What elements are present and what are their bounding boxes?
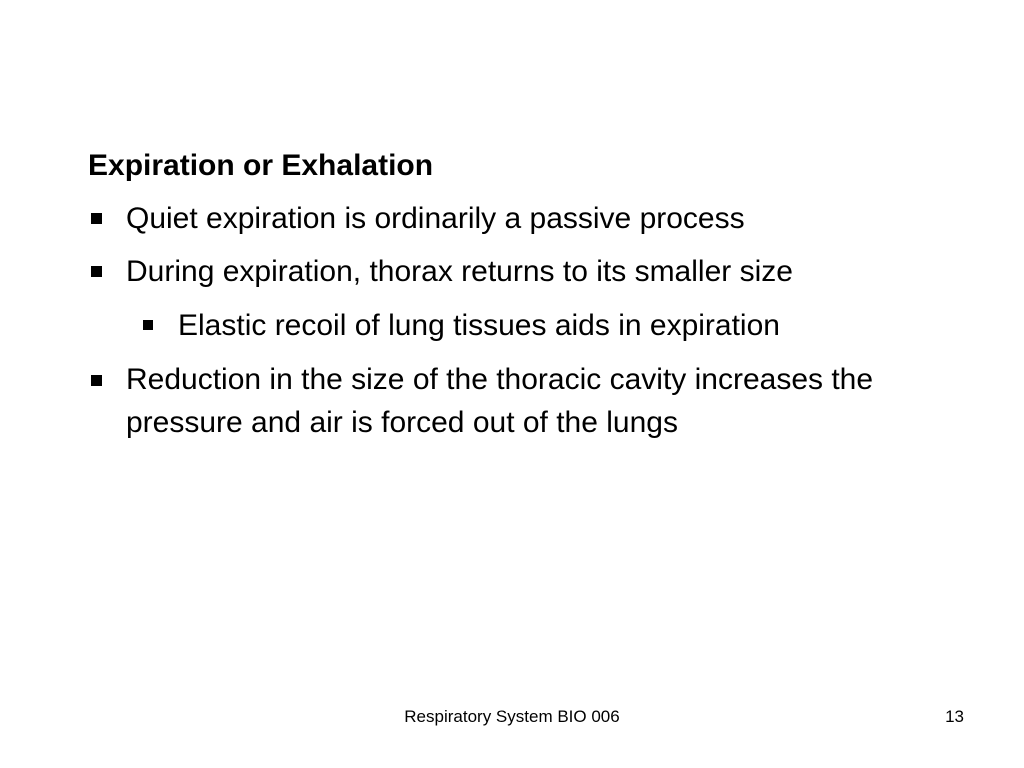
- bullet-text: Reduction in the size of the thoracic cavity increases the pressure and air is forced out of the lungs: [126, 363, 874, 439]
- page-number: 13: [945, 707, 964, 726]
- bullet-text: Quiet expiration is ordinarily a passive process: [126, 202, 745, 235]
- square-bullet-icon: [91, 213, 102, 224]
- square-bullet-icon: [91, 375, 102, 386]
- footer-course-title: Respiratory System BIO 006: [404, 707, 620, 726]
- bullet-text: During expiration, thorax returns to its smaller size: [126, 255, 793, 288]
- square-bullet-icon: [143, 320, 153, 330]
- slide-heading: Expiration or Exhalation: [88, 149, 434, 182]
- square-bullet-icon: [91, 266, 102, 277]
- sub-bullet-text: Elastic recoil of lung tissues aids in expiration: [178, 309, 780, 342]
